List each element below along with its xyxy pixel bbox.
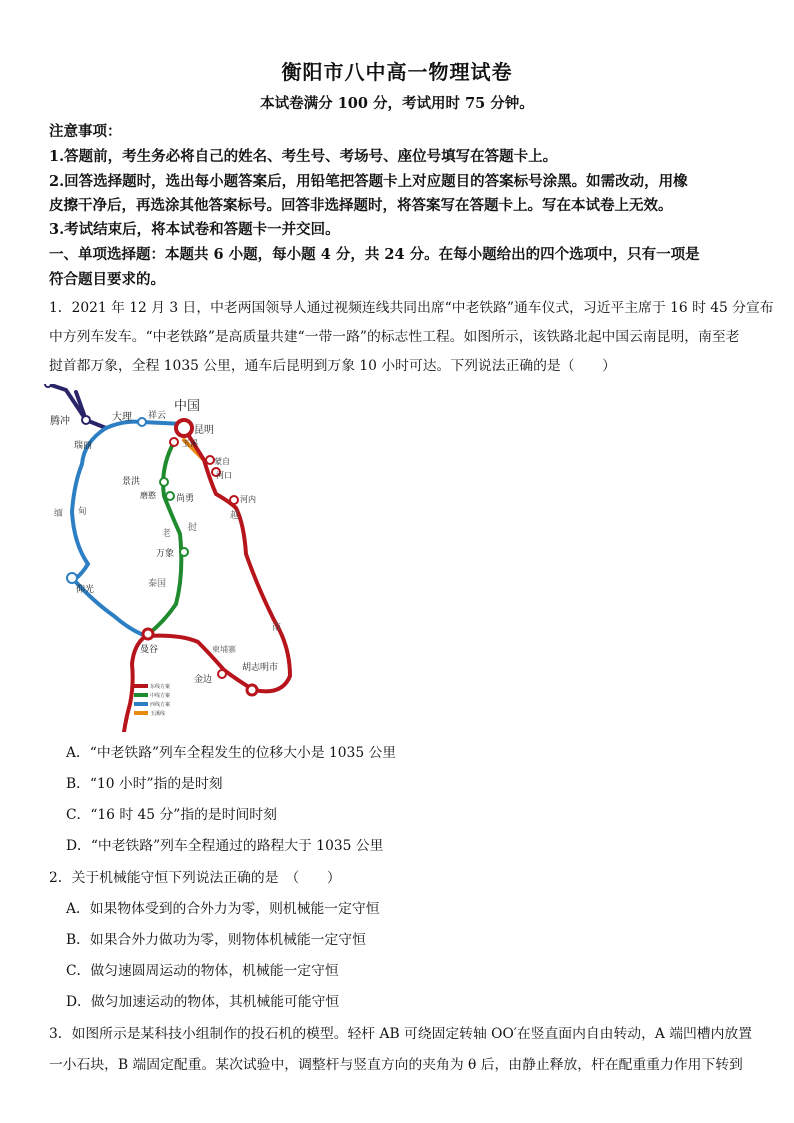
notice-item-3: 3.考试结束后，将本试卷和答题卡一并交回。 xyxy=(49,221,340,238)
label-jinghong: 景洪 xyxy=(122,477,141,487)
label-cambodia: 柬埔寨 xyxy=(212,645,236,654)
section-1-line-1: 一、单项选择题：本题共 6 小题，每小题 4 分，共 24 分。在每小题给出的四个选项中，只有一项是 xyxy=(49,246,700,263)
exam-subtitle: 本试卷满分 100 分，考试用时 75 分钟。 xyxy=(260,95,534,112)
railway-map-figure xyxy=(44,384,304,732)
legend-label-middle: 中线方案 xyxy=(150,693,171,699)
exam-title: 衡阳市八中高一物理试卷 xyxy=(281,60,513,84)
q1-stem-line-3: 挝首都万象，全程 1035 公里，通车后昆明到万象 10 小时可达。下列说法正确的是（ ） xyxy=(49,358,616,374)
notice-item-2b: 皮擦干净后，再选涂其他答案标号。回答非选择题时，将答案写在答题卡上。写在本试卷上无效。 xyxy=(49,197,673,214)
label-nan: 南 xyxy=(272,623,282,633)
label-phnompenh: 金边 xyxy=(194,675,213,685)
label-hanoi: 河内 xyxy=(240,495,256,504)
tengchong-station xyxy=(45,384,51,387)
bangkok-station xyxy=(143,629,153,639)
legend-label-yuxi: 玉溪线 xyxy=(150,711,166,717)
q1-stem-line-2: 中方列车发车。“中老铁路”是高质量共建“一带一路”的标志性工程。如图所示，该铁路北起中国云南昆明，南至老 xyxy=(49,329,740,345)
q2-option-b: B．如果合外力做功为零，则物体机械能一定守恒 xyxy=(66,932,366,948)
legend-swatch-west xyxy=(134,702,148,706)
map-legend xyxy=(134,683,170,717)
label-mohan: 磨憨 xyxy=(140,491,156,500)
middle-route xyxy=(146,442,181,636)
label-ruili: 瑞丽 xyxy=(74,441,93,451)
label-tengchong: 腾冲 xyxy=(50,416,70,427)
notice-item-1: 1.答题前，考生务必将自己的姓名、考生号、考场号、座位号填写在答题卡上。 xyxy=(49,148,558,165)
label-thailand: 泰国 xyxy=(148,579,167,589)
hanoi-station xyxy=(230,496,238,504)
q1-option-d: D．“中老铁路”列车全程通过的路程大于 1035 公里 xyxy=(66,838,384,854)
label-china: 中国 xyxy=(174,399,201,414)
legend-label-west: 西线方案 xyxy=(150,702,171,708)
q1-option-a: A．“中老铁路”列车全程发生的位移大小是 1035 公里 xyxy=(66,745,397,761)
vientiane-station xyxy=(180,548,188,556)
label-xiangyun: 祥云 xyxy=(148,411,167,421)
legend-swatch-east xyxy=(134,684,148,688)
xiangyun-station xyxy=(138,418,146,426)
label-kunming: 昆明 xyxy=(194,425,214,436)
label-lao: 老 xyxy=(162,529,172,539)
q3-stem-line-1: 3．如图所示是某科技小组制作的投石机的模型。轻杆 AB 可绕固定转轴 OO′在竖直面内自由转动，A 端凹槽内放置 xyxy=(49,1026,752,1042)
label-bangkok: 曼谷 xyxy=(140,645,159,655)
label-vientiane: 万象 xyxy=(156,549,175,559)
label-shangyong: 尚勇 xyxy=(176,494,195,504)
legend-label-east: 东线方案 xyxy=(150,684,171,690)
yangon-station xyxy=(67,573,77,583)
q2-option-d: D．做匀加速运动的物体，其机械能可能守恒 xyxy=(66,994,340,1010)
legend-swatch-yuxi xyxy=(134,711,148,715)
q3-stem-line-2: 一小石块，B 端固定配重。某次试验中，调整杆与竖直方向的夹角为 θ 后，由静止释放，杆在配重重力作用下转到 xyxy=(49,1057,743,1073)
shangyong-station xyxy=(166,492,174,500)
label-yue: 越 xyxy=(230,511,240,521)
section-1-line-2: 符合题目要求的。 xyxy=(49,271,165,288)
jinghong-station xyxy=(160,478,168,486)
label-hekou: 河口 xyxy=(216,471,232,480)
q1-option-c: C．“16 时 45 分”指的是时间时刻 xyxy=(66,807,277,823)
q2-option-a: A．如果物体受到的合外力为零，则机械能一定守恒 xyxy=(66,901,380,917)
hochiminh-station xyxy=(247,685,257,695)
q1-stem-line-1: 1．2021 年 12 月 3 日，中老两国领导人通过视频连线共同出席“中老铁路”通车仪式，习近平主席于 16 时 45 分宣布 xyxy=(49,300,774,316)
label-wo: 挝 xyxy=(188,523,198,533)
label-mian: 缅 xyxy=(54,509,64,519)
label-hochiminh: 胡志明市 xyxy=(242,663,279,673)
legend-swatch-middle xyxy=(134,693,148,697)
label-dali: 大理 xyxy=(112,412,132,423)
label-dian: 甸 xyxy=(78,507,88,517)
mengzi-station xyxy=(206,456,214,464)
q2-option-c: C．做匀速圆周运动的物体，机械能一定守恒 xyxy=(66,963,339,979)
ruili-station xyxy=(82,416,90,424)
label-yuxi: 玉溪 xyxy=(182,439,198,448)
notice-heading: 注意事项： xyxy=(49,123,122,140)
label-yangon: 仰光 xyxy=(76,585,95,595)
q2-stem: 2．关于机械能守恒下列说法正确的是 （ ） xyxy=(49,870,341,886)
phnompenh-station xyxy=(218,670,226,678)
kunming-station xyxy=(176,420,192,436)
label-mengzi: 蒙自 xyxy=(214,457,230,466)
q1-option-b: B．“10 小时”指的是时刻 xyxy=(66,776,223,792)
yuxi-station xyxy=(170,438,178,446)
notice-item-2a: 2.回答选择题时，选出每小题答案后，用铅笔把答题卡上对应题目的答案标号涂黑。如需改动，用橡 xyxy=(49,173,688,190)
